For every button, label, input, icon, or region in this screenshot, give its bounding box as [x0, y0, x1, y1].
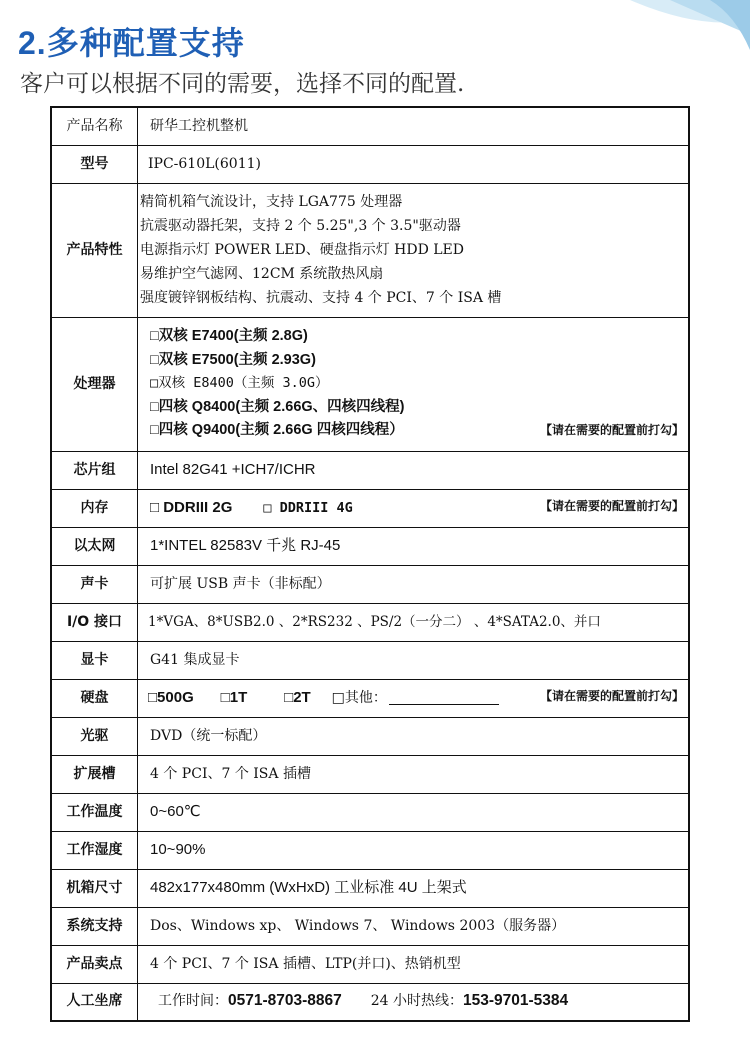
feature-line: 易维护空气滤网、12CM 系统散热风扇: [140, 266, 384, 282]
row-label: 处理器: [51, 317, 138, 451]
product-name-value: 研华工控机整机: [138, 107, 690, 145]
cpu-option-label: □四核 Q8400(主频 2.66G、四核四线程): [150, 398, 405, 415]
table-row: [51, 641, 689, 679]
table-row: [51, 527, 689, 565]
row-label: 产品特性: [51, 183, 138, 317]
table-row: [51, 945, 689, 983]
row-label: 工作温度: [51, 793, 138, 831]
row-label: 硬盘: [51, 679, 138, 717]
work-time-label: 工作时间：: [158, 993, 228, 1010]
table-row: [51, 983, 689, 1021]
table-row: [51, 183, 689, 317]
row-label: 显卡: [51, 641, 138, 679]
chassis-value: 482x177x480mm (WxHxD) 工业标准 4U 上架式: [138, 869, 690, 907]
row-label: 光驱: [51, 717, 138, 755]
hdd-option-1t[interactable]: □1T: [220, 689, 248, 706]
row-label: 产品名称: [51, 107, 138, 145]
chipset-value: Intel 82G41 +ICH7/ICHR: [138, 451, 690, 489]
temperature-value: 0~60℃: [138, 793, 690, 831]
row-label: 以太网: [51, 527, 138, 565]
row-label: 扩展槽: [51, 755, 138, 793]
table-row: [51, 755, 689, 793]
page-title: 2.多种配置支持: [18, 25, 245, 61]
row-label: 产品卖点: [51, 945, 138, 983]
os-value: Dos、Windows xp、 Windows 7、 Windows 2003（服务器）: [138, 907, 690, 945]
hdd-option-other[interactable]: □其他：: [331, 690, 387, 706]
cpu-option-checkbox[interactable]: □双核 E8400（主频 3.0G）: [150, 375, 329, 392]
table-row: [51, 565, 689, 603]
feature-line: 精简机箱气流设计，支持 LGA775 处理器: [140, 194, 403, 210]
row-label: 芯片组: [51, 451, 138, 489]
row-label: 工作湿度: [51, 831, 138, 869]
work-phone: 0571-8703-8867: [228, 992, 342, 1010]
model-value: IPC-610L(6011): [138, 145, 690, 183]
table-row: [51, 603, 689, 641]
io-value: 1*VGA、8*USB2.0 、2*RS232 、PS/2（一分二） 、4*SATA2.0、并口: [138, 603, 690, 641]
row-label: 人工坐席: [51, 983, 138, 1021]
feature-line: 强度镀锌钢板结构、抗震动、支持 4 个 PCI、7 个 ISA 槽: [140, 290, 502, 306]
hotline-phone: 153-9701-5384: [462, 992, 569, 1010]
row-label: 内存: [51, 489, 138, 527]
memory-options-cell: [138, 489, 690, 527]
cpu-option-checkbox[interactable]: [142, 396, 684, 420]
humidity-value: 10~90%: [138, 831, 690, 869]
table-row: [51, 717, 689, 755]
feature-line: 抗震驱动器托架，支持 2 个 5.25",3 个 3.5"驱动器: [140, 218, 461, 234]
graphics-value: G41 集成显卡: [138, 641, 690, 679]
ethernet-value: 1*INTEL 82583V 千兆 RJ-45: [138, 527, 690, 565]
table-row: [51, 869, 689, 907]
expansion-value: 4 个 PCI、7 个 ISA 插槽: [138, 755, 690, 793]
hdd-option-500g[interactable]: □500G: [148, 689, 194, 706]
table-row: [51, 107, 689, 145]
check-note: 【请在需要的配置前打勾】: [539, 689, 684, 703]
table-row: [51, 489, 689, 527]
feature-line: 电源指示灯 POWER LED、硬盘指示灯 HDD LED: [140, 242, 464, 258]
sound-value: 可扩展 USB 声卡（非标配）: [138, 565, 690, 603]
check-note: 【请在需要的配置前打勾】: [539, 423, 684, 438]
row-label: I/O 接口: [51, 603, 138, 641]
table-row: [51, 831, 689, 869]
cpu-options-cell: [138, 317, 690, 451]
optical-value: DVD（统一标配）: [138, 717, 690, 755]
cpu-option-checkbox[interactable]: □双核 E7400(主频 2.8G): [150, 328, 308, 345]
cpu-option-label: □四核 Q9400(主频 2.66G 四核四线程）: [150, 422, 404, 439]
spec-table: [50, 106, 690, 1022]
hdd-options-cell: [138, 679, 690, 717]
features-cell: [138, 183, 690, 317]
memory-option-2g[interactable]: □ DDRIII 2G: [150, 499, 233, 516]
row-label: 系统支持: [51, 907, 138, 945]
hotline-label: 24 小时热线：: [370, 993, 463, 1010]
cpu-option-checkbox[interactable]: [142, 419, 684, 443]
hdd-other-input[interactable]: [389, 692, 499, 705]
check-note: 【请在需要的配置前打勾】: [539, 499, 684, 513]
table-row: [51, 451, 689, 489]
table-row: [51, 145, 689, 183]
table-row: [51, 793, 689, 831]
row-label: 声卡: [51, 565, 138, 603]
page-subtitle: 客户可以根据不同的需要，选择不同的配置.: [20, 71, 465, 97]
table-row: [51, 679, 689, 717]
row-label: 型号: [51, 145, 138, 183]
cpu-option-checkbox[interactable]: □双核 E7500(主频 2.93G): [150, 351, 316, 368]
table-row: [51, 317, 689, 451]
memory-option-4g[interactable]: □ DDRIII 4G: [263, 500, 353, 516]
table-row: [51, 907, 689, 945]
hdd-option-2t[interactable]: □2T: [284, 689, 311, 706]
contact-cell: [138, 983, 690, 1021]
corner-decoration: [590, 0, 750, 70]
row-label: 机箱尺寸: [51, 869, 138, 907]
selling-points-value: 4 个 PCI、7 个 ISA 插槽、LTP(并口)、热销机型: [138, 945, 690, 983]
